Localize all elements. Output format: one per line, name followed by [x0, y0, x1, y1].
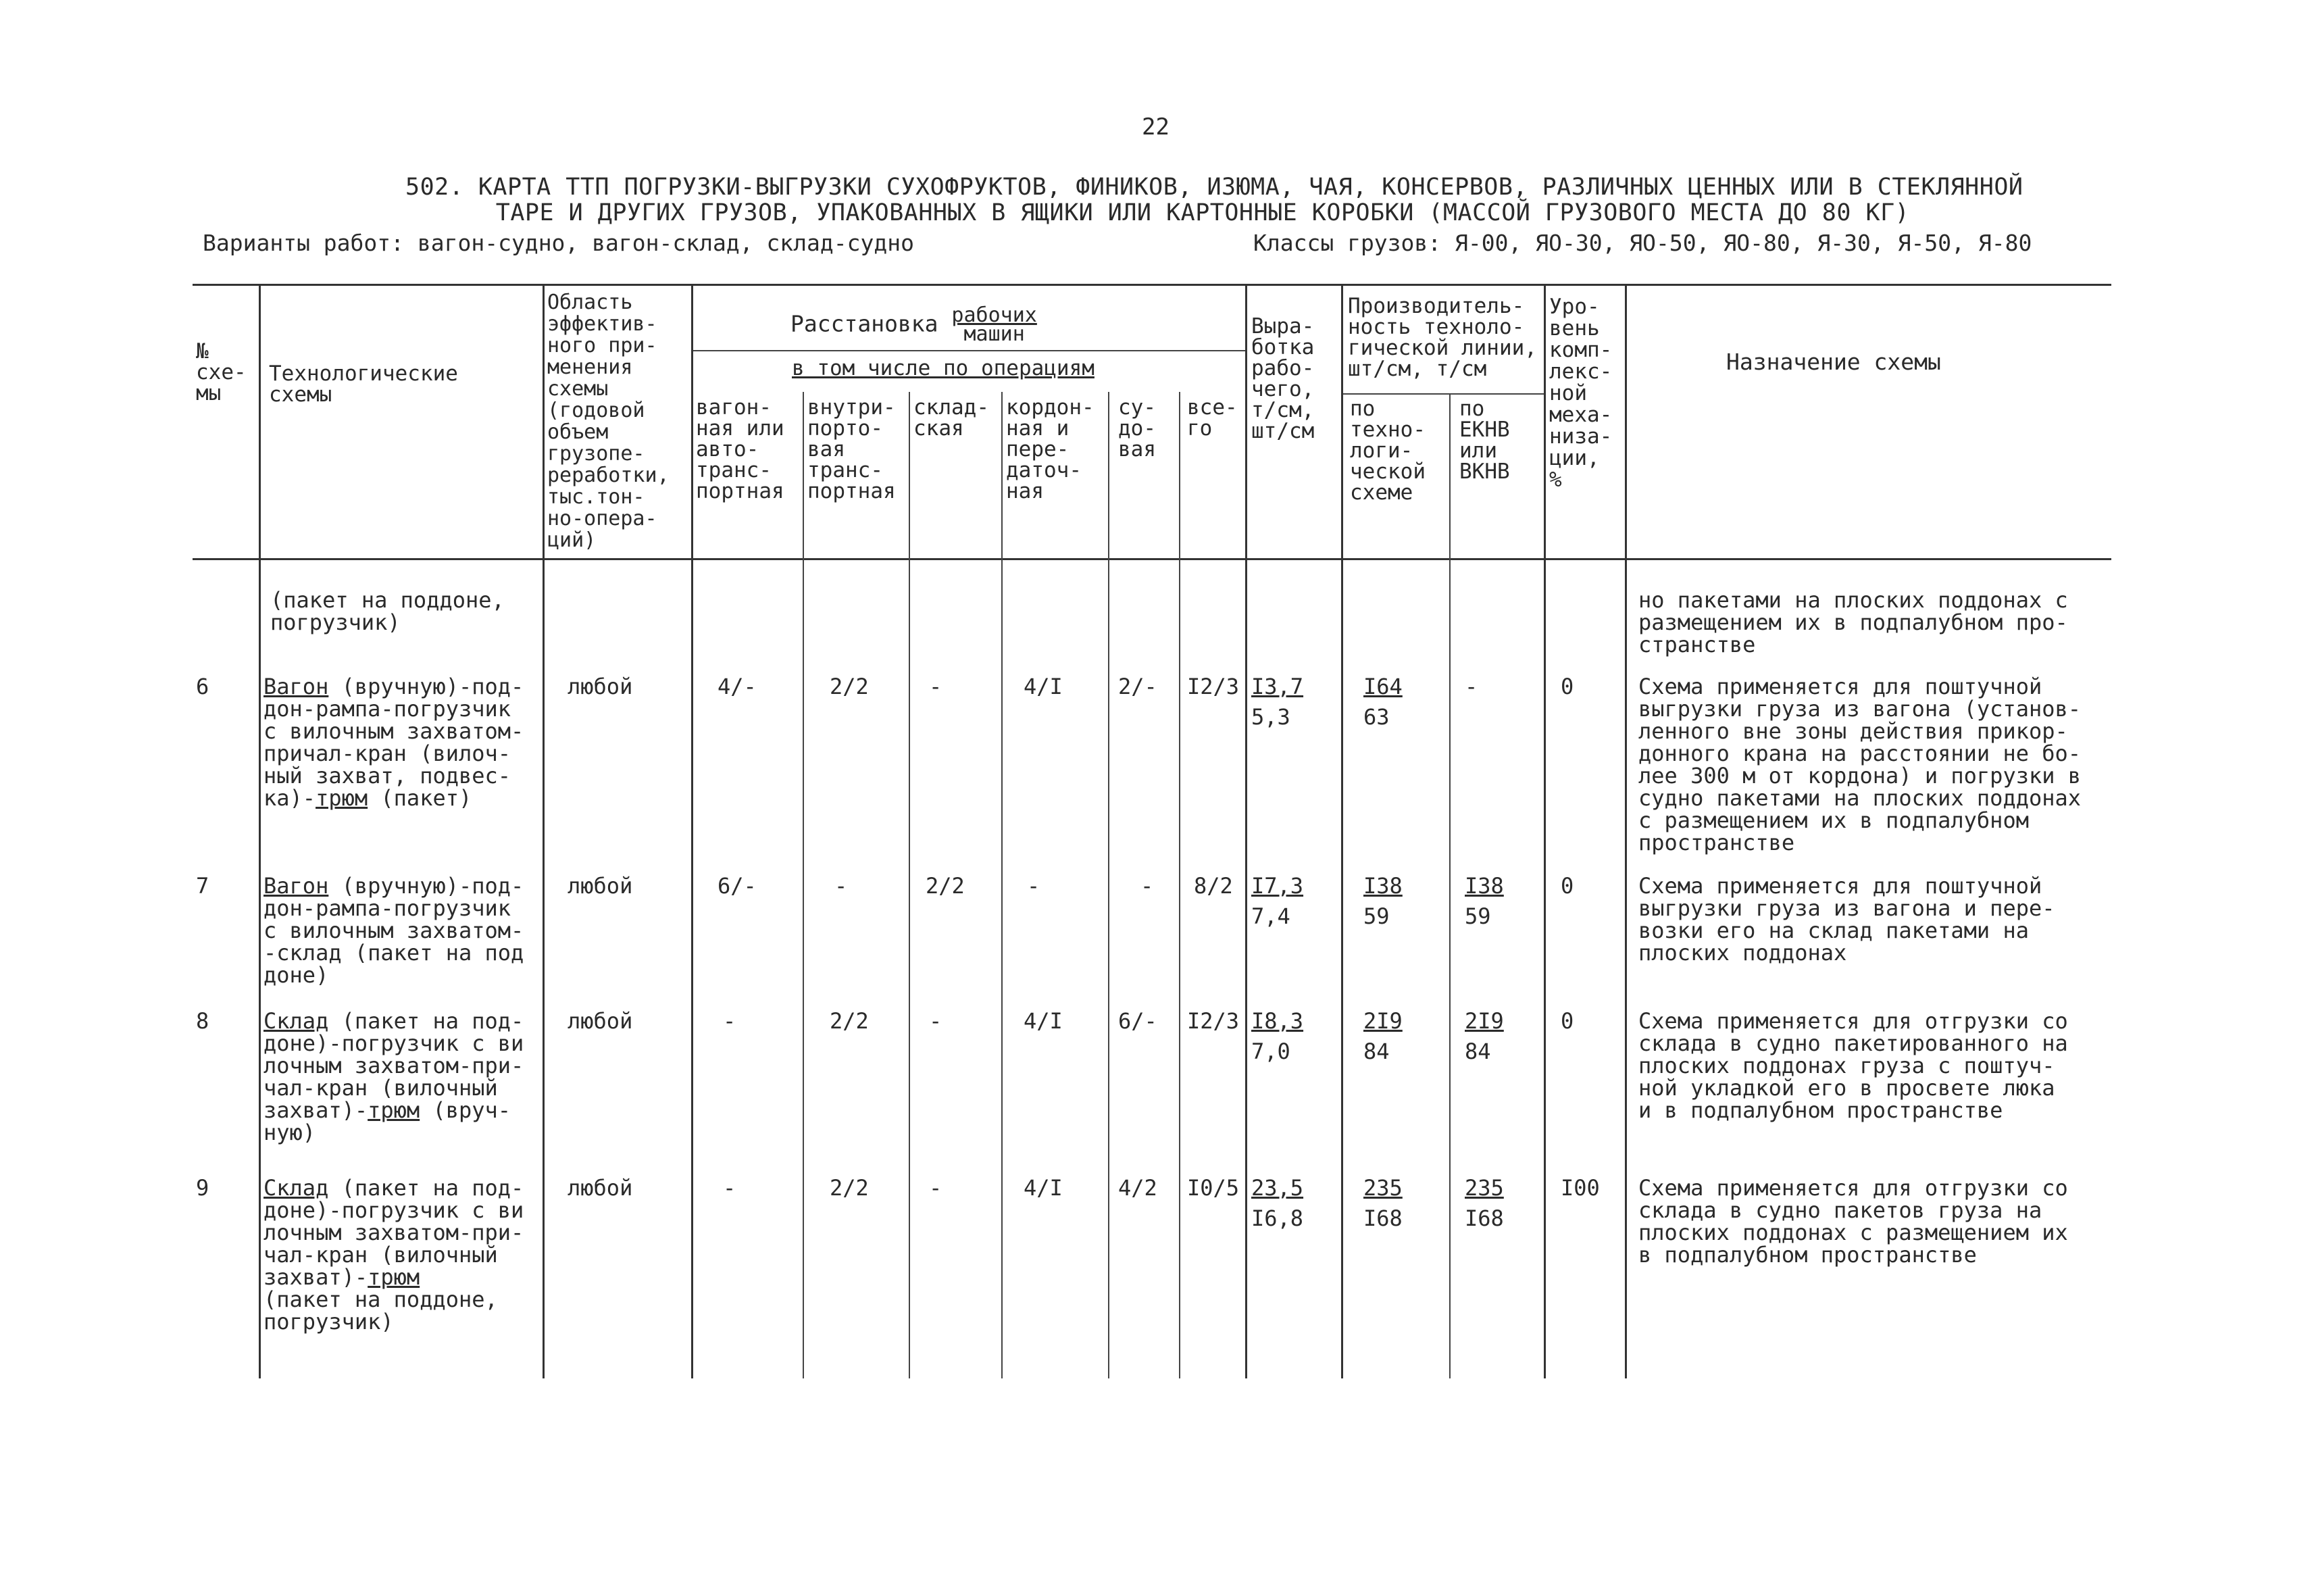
header-purpose: Назначение схемы: [1726, 349, 1941, 375]
row-tech-scheme: Склад (пакет на под- доне)-погрузчик с ви лочным захватом-при- чал-кран (вилочный захват)-трюм (пакет на поддоне, погрузчик): [263, 1175, 524, 1335]
row-prod-eknv-p: 59: [1465, 903, 1491, 929]
carryover-tech: (пакет на поддоне, погрузчик): [270, 587, 505, 635]
row-prod-scheme-p: 84: [1363, 1039, 1390, 1064]
row-op-warehouse: -: [929, 674, 942, 699]
row-op-warehouse: 2/2: [926, 873, 965, 899]
header-op-total: все- го: [1187, 395, 1238, 441]
header-workers: рабочих: [951, 303, 1037, 327]
work-variants: Варианты работ: вагон-судно, вагон-склад, склад-судно: [203, 230, 914, 256]
row-purpose: Схема применяется для отгрузки со склада в судно пакетов груза на плоских поддонах с размещением их в подпалубном пространстве: [1638, 1175, 2068, 1268]
header-op-inner: внутри- порто- вая транс- портная: [807, 395, 896, 503]
row-op-wagon: 4/-: [718, 674, 757, 699]
header-mechanization: Уро- вень комп- лекс- ной меха- низа- ции, %: [1549, 295, 1613, 492]
row-number: 8: [196, 1008, 209, 1034]
header-by-operations: в том числе по операциям: [792, 356, 1095, 380]
header-op-cordon: кордон- ная и пере- даточ- ная: [1006, 395, 1095, 503]
row-number: 9: [196, 1175, 209, 1201]
row-prod-scheme-t: I38: [1363, 873, 1403, 899]
header-placement-word: Расстановка: [790, 310, 938, 337]
row-output-t: I3,7: [1251, 674, 1304, 699]
row-number: 7: [196, 873, 209, 899]
carryover-purpose: но пакетами на плоских поддонах с размещением их в подпалубном про- странстве: [1638, 587, 2068, 657]
row-prod-eknv-p: 84: [1465, 1039, 1491, 1064]
row-op-ship: -: [1140, 873, 1154, 899]
row-mechanization: 0: [1561, 1008, 1574, 1034]
row-prod-scheme-t: I64: [1363, 674, 1403, 699]
row-tech-scheme: Вагон (вручную)-под- дон-рампа-погрузчик с вилочным захватом- причал-кран (вилоч- ный захват, подвес- ка)-трюм (пакет): [263, 674, 524, 811]
row-mechanization: 0: [1561, 873, 1574, 899]
row-prod-scheme-p: 63: [1363, 704, 1390, 730]
row-output-p: 7,4: [1251, 903, 1290, 929]
row-prod-scheme-p: 59: [1363, 903, 1390, 929]
header-op-ship: су- до- вая: [1118, 395, 1156, 462]
page-number: 22: [1142, 114, 1169, 141]
cargo-classes: Классы грузов: Я-00, ЯО-30, ЯО-50, ЯО-80, Я-30, Я-50, Я-80: [1253, 230, 2032, 256]
row-mechanization: 0: [1561, 674, 1574, 699]
header-tech-schemes: Технологические схемы: [269, 361, 458, 407]
row-purpose: Схема применяется для поштучной выгрузки груза из вагона и пере- возки его на склад пакетами на плоских поддонах: [1638, 873, 2055, 966]
header-productivity: Производитель- ность техноло- гической линии, шт/см, т/см: [1348, 294, 1537, 381]
row-area: любой: [568, 873, 633, 899]
row-output-p: 5,3: [1251, 704, 1290, 730]
row-output-t: 23,5: [1251, 1175, 1304, 1201]
row-output-p: I6,8: [1251, 1205, 1304, 1231]
row-area: любой: [568, 1175, 633, 1201]
title-line-1: 502. КАРТА ТТП ПОГРУЗКИ-ВЫГРУЗКИ СУХОФРУКТОВ, ФИНИКОВ, ИЗЮМА, ЧАЯ, КОНСЕРВОВ, РАЗЛИЧНЫХ ЦЕННЫХ ИЛИ В СТЕКЛЯННОЙ: [405, 174, 2023, 201]
row-output-t: I8,3: [1251, 1008, 1304, 1034]
row-tech-scheme: Вагон (вручную)-под- дон-рампа-погрузчик с вилочным захватом- -склад (пакет на под доне): [263, 873, 524, 988]
row-op-wagon: -: [723, 1008, 736, 1034]
title-line-2: ТАРЕ И ДРУГИХ ГРУЗОВ, УПАКОВАННЫХ В ЯЩИКИ ИЛИ КАРТОННЫЕ КОРОБКИ (МАССОЙ ГРУЗОВОГО МЕСТА ДО 80 КГ): [495, 199, 1910, 226]
row-output-t: I7,3: [1251, 873, 1304, 899]
row-purpose: Схема применяется для отгрузки со склада в судно пакетированного на плоских поддонах груза с поштуч- ной укладкой его в просвете люка и в подпалубном пространстве: [1638, 1008, 2068, 1123]
row-output-p: 7,0: [1251, 1039, 1290, 1064]
row-mechanization: I00: [1561, 1175, 1600, 1201]
row-op-cordon: 4/I: [1024, 1008, 1063, 1034]
row-op-cordon: -: [1027, 873, 1040, 899]
row-op-warehouse: -: [929, 1008, 942, 1034]
document-title: [405, 174, 2023, 226]
header-scheme-number: № схе- мы: [196, 339, 247, 405]
row-op-total: 8/2: [1194, 873, 1233, 899]
header-op-wagon: вагон- ная или авто- транс- портная: [696, 395, 784, 503]
row-prod-eknv-t: 2I9: [1465, 1008, 1504, 1034]
row-op-ship: 4/2: [1118, 1175, 1157, 1201]
row-area: любой: [568, 1008, 633, 1034]
row-op-inner: 2/2: [830, 1175, 869, 1201]
header-machines: машин: [963, 322, 1025, 346]
row-purpose: Схема применяется для поштучной выгрузки груза из вагона (установ- ленного вне зоны действия прикор- донного крана на расстоянии не бо- лее 300 м от кордона) и погрузки в судно пакетами на плоских поддонах с размещением их в подпалубном пространстве: [1638, 674, 2082, 855]
header-output: Выра- ботка рабо- чего, т/см, шт/см: [1251, 314, 1315, 443]
row-op-inner: 2/2: [830, 1008, 869, 1034]
row-prod-scheme-p: I68: [1363, 1205, 1403, 1231]
row-prod-eknv-t: -: [1465, 674, 1478, 699]
row-op-inner: 2/2: [830, 674, 869, 699]
row-prod-scheme-t: 2I9: [1363, 1008, 1403, 1034]
row-op-ship: 2/-: [1118, 674, 1157, 699]
row-op-wagon: 6/-: [718, 873, 757, 899]
row-op-ship: 6/-: [1118, 1008, 1157, 1034]
row-op-wagon: -: [723, 1175, 736, 1201]
row-number: 6: [196, 674, 209, 699]
row-area: любой: [568, 674, 633, 699]
row-prod-scheme-t: 235: [1363, 1175, 1403, 1201]
row-op-total: I2/3: [1187, 674, 1240, 699]
row-op-cordon: 4/I: [1024, 1175, 1063, 1201]
row-op-cordon: 4/I: [1024, 674, 1063, 699]
row-op-total: I0/5: [1187, 1175, 1240, 1201]
row-op-inner: -: [834, 873, 848, 899]
row-prod-eknv-t: 235: [1465, 1175, 1504, 1201]
header-application-area: Область эффектив- ного при- менения схемы (годовой объем грузопе- реработки, тыс.тон- но-опера- ций): [547, 291, 670, 552]
row-prod-eknv-p: I68: [1465, 1205, 1504, 1231]
row-tech-scheme: Склад (пакет на под- доне)-погрузчик с ви лочным захватом-при- чал-кран (вилочный захват)-трюм (вруч- ную): [263, 1008, 524, 1145]
header-op-warehouse: склад- ская: [913, 395, 989, 441]
row-op-total: I2/3: [1187, 1008, 1240, 1034]
row-op-warehouse: -: [929, 1175, 942, 1201]
header-prod-by-scheme: по техно- логи- ческой схеме: [1350, 397, 1426, 505]
header-prod-by-eknv: по ЕКНВ или ВКНВ: [1459, 397, 1510, 484]
header-placement: [790, 303, 1037, 346]
row-prod-eknv-t: I38: [1465, 873, 1504, 899]
